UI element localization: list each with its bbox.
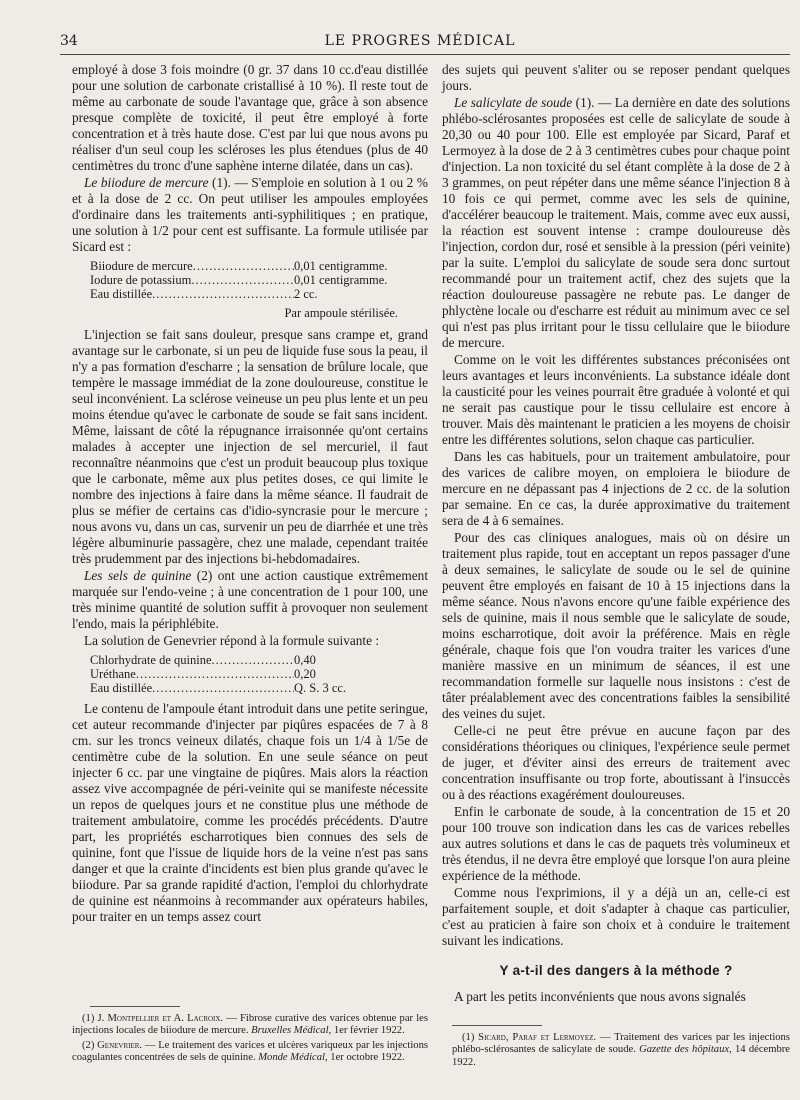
footnote-author: (1) J. Montpellier et A. Lacroix.	[82, 1013, 224, 1024]
footnote	[452, 1032, 790, 1069]
formula-ingredient: Chlorhydrate de quinine	[90, 653, 212, 667]
paragraph: Enfin le carbonate de soude, à la concentration de 15 et 20 pour 100 trouve son indication dans les cas de varices rebelles aux autres solutions et dans le cas de paquets très volumineux et très étendus, il ne devra être employé que lorsque l'on aura pleine expérience de la méthode.	[442, 804, 790, 883]
formula-quantity: 0,40	[294, 653, 316, 667]
paragraph-text: (2) ont une action caustique extrêmement marquée sur l'endo-veine ; à une concentration de 1 pour 100, une très minime quantité de solution suffit à provoquer non seulement l'endo, mais la périphlébite.	[72, 568, 429, 631]
footnote-date: , 1er octobre 1922.	[324, 1052, 405, 1064]
formula-quantity: Q. S. 3 cc.	[294, 681, 347, 695]
paragraph-quinine	[72, 568, 428, 632]
footnote-text: — Le traitement des varices et ulcères variqueux par les injections coagulantes concentrées de sels de quinine.	[72, 1039, 428, 1064]
paragraph: Celle-ci ne peut être prévue en aucune façon par des considérations théoriques ou cliniques, l'expérience seule permet de juger, et d'éviter ainsi des erreurs de traitement avec concentration insuffisante ou trop forte, aboutissant à l'insuccès ou à des réactions exagérément douloureuses.	[442, 723, 790, 802]
leader-dots	[191, 273, 294, 287]
footnote-text: — Fibrose curative des varices obtenue par les injections locales de biiodure de mercure.	[72, 1013, 429, 1037]
section-heading: Y a-t-il des dangers à la méthode ?	[499, 963, 733, 978]
subsection-title: Le salicylate de soude	[454, 95, 573, 110]
paragraph: des sujets qui peuvent s'aliter ou se reposer pendant quelques jours.	[442, 62, 790, 93]
header-rule	[60, 54, 790, 55]
footnotes-left	[72, 1013, 428, 1067]
formula-row	[90, 273, 390, 287]
paragraph: L'injection se fait sans douleur, presque sans crampe et, grand avantage sur le carbonate, si un peu de liquide fuse sous la peau, il n'y a pas formation d'escharre ; la sensation de brûlure locale, que tempère le massage immédiat de la zone douloureuse, constitue le seul inconvénient. La sclérose veineuse un peu plus lente et un peu moins étendue qu'avec le carbonate de soude se fait sans incident. Même, laissant de côté la répugnance irraisonnée qu'ont certains malades à accepter une injection de sel mercuriel, il faut reconnaître néanmoins que c'est un produit beaucoup plus toxique que le carbonate, même aux plus petites doses, ce qui limite le nombre des injections à faire dans la même séance. Il faudrait de plus se méfier de certains cas d'idio-syncrasie pour le mercure ; nous avons vu, dans un cas, survenir un peu de diarrhée et une très légère albuminurie passagère, chez une malade, cependant traitée très prudemment par des injections bi-hebdomadaires.	[72, 327, 428, 566]
formula-ingredient: Biiodure de mercure	[90, 259, 193, 273]
running-header	[60, 33, 780, 53]
paragraph: Comme on le voit les différentes substances préconisées ont leurs avantages et leurs inconvénients. La substance idéale dont la causticité pour les veines pourrait être graduée à volonté et qui ne serait pas caustique pour le tissu cellulaire est encore à trouver. Mais dès maintenant le praticien a les moyens de choisir entre les différentes solutions, selon chaque cas particulier.	[442, 352, 790, 447]
formula-quinine	[90, 653, 390, 695]
journal-title: LE PROGRES MÉDICAL	[324, 33, 516, 49]
formula-biiodure	[90, 259, 390, 301]
formula-quantity: 0,01 centigramme.	[294, 259, 388, 273]
formula-note: Par ampoule stérilisée.	[284, 306, 398, 320]
subsection-title: Le biiodure de mercure	[84, 175, 209, 190]
paragraph: Pour des cas cliniques analogues, mais où on désire un traitement plus rapide, tout en acceptant un repos passager d'une à deux semaines, le salicylate de soude ou le sel de quinine peuvent être employés en faisant de 10 à 15 injections dans la même séance. Nous n'avons encore qu'une faible expérience des sels de quinine, mais il nous semble que le salicylate de soude, moins escharrotique, doit avoir la préférence. Mais en règle générale, chaque fois que l'on voudra traiter les varices d'une manière massive en un minimum de séances, il est une recommandation formelle sur laquelle nous insistons : c'est de tâter préalablement avec des concentrations faibles la sensibilité des veines du sujet.	[442, 530, 790, 721]
formula-row	[90, 653, 390, 667]
subsection-title: Les sels de quinine	[84, 568, 192, 583]
page-number: 34	[60, 33, 78, 49]
formula-quantity: 0,01 centigramme.	[294, 273, 388, 287]
formula-quantity: 2 cc.	[294, 287, 318, 301]
paragraph-biiodure	[72, 175, 428, 255]
paragraph: employé à dose 3 fois moindre (0 gr. 37 dans 10 cc.d'eau distillée pour une solution de carbonate cristallisé à 10 %). Il reste tout de même au carbonate de soude l'avantage que, grâce à son absence presque complète de toxicité, il peut être employé à forte concentration et à très haute dose. C'est par lui que nous avons pu réaliser d'un seul coup les scléroses les plus étendues (plus de 40 centimètres du tronc d'une saphène interne dilatée, dans un cas).	[72, 62, 428, 173]
formula-ingredient: Uréthane	[90, 667, 136, 681]
paragraph: Dans les cas habituels, pour un traitement ambulatoire, pour des varices de calibre moyen, on emploiera le biiodure de mercure en ne dépassant pas 4 injections de 2 cc. de la solution par semaine. En ce cas, la durée approximative du traitement sera de 4 à 6 semaines.	[442, 449, 790, 528]
leader-dots	[212, 653, 295, 667]
formula-quantity: 0,20	[294, 667, 316, 681]
paragraph-text: (1). — La dernière en date des solutions phlébo-sclérosantes proposées est celle de salicylate de soude à 20,30 ou 40 pour 100. Elle est employée par Sicard, Paraf et Lermoyez à la dose de 2 à 3 centimètres cubes pour chaque point d'injection. La non toxicité du sel étant complète à la dose de 2 à 3 grammes, on peut répéter dans une même séance l'injection 8 à 10 fois ce qui permet, comme avec les sels de quinine, d'accélérer beaucoup le traitement. Mais, comme avec eux aussi, la réaction est souvent intense : crampe douloureuse dès l'injection, cordon dur, rosé et sensible à la pression (péri veinite) par la suite. L'emploi du salicylate de soude sera donc surtout recommandé pour un traitement actif, chez des sujets que la réaction douloureuse passagère ne rebute pas. Le danger de phlyctène locale ou d'escharre est réduit au minimum avec ce sel qui n'est pas plus irritant pour le tissu cellulaire que le biiodure de mercure.	[442, 95, 791, 350]
footnotes-right	[452, 1032, 790, 1071]
formula-ingredient: Iodure de potassium	[90, 273, 192, 287]
leader-dots	[152, 287, 294, 301]
footnote-source: Monde Médical	[258, 1052, 325, 1064]
paragraph-salicylate	[442, 95, 790, 351]
footnote-rule	[90, 1006, 180, 1007]
footnote-date: , 14 décembre 1922.	[452, 1044, 790, 1068]
footnote	[72, 1013, 428, 1038]
footnote	[72, 1040, 428, 1065]
leader-dots	[136, 667, 294, 681]
footnote-rule	[452, 1025, 542, 1026]
footnote-author: (2) Genevrier.	[82, 1039, 143, 1051]
paragraph: La solution de Genevrier répond à la formule suivante :	[84, 633, 380, 648]
formula-row	[90, 667, 390, 681]
paragraph-text: (1). — S'emploie en solution à 1 ou 2 % et à la dose de 2 cc. On peut utiliser les ampoules employées d'ordinaire dans les traitements anti-syphilitiques ; en pratique, une solution à 1/2 pour cent est suffisante. La formule utilisée par Sicard est :	[72, 175, 428, 254]
paragraph: A part les petits inconvénients que nous avons signalés	[454, 989, 746, 1004]
footnote-date: , 1er février 1922.	[328, 1025, 405, 1037]
paragraph: Le contenu de l'ampoule étant introduit dans une petite seringue, cet auteur recommande d'injecter par piqûres espacées de 7 à 8 cm. sur les troncs veineux dilatés, chaque fois un 1/4 à 1/5e de centimètre cube de la solution. En une seule séance on peut injecter 6 cc. par une vingtaine de piqûres. Mais alors la réaction assez vive accompagnée de péri-veinite qui se manifeste nécessite un repos de quelques jours et ne constitue plus une méthode de traitement ambulatoire, comme les procédés précédents. D'autre part, les propriétés escharrotiques bien connues des sels de quinine, font que l'issue de liquide hors de la veine n'est pas sans danger et que la crainte d'incidents est bien plus grande qu'avec le biiodure. Par sa grande rapidité d'action, l'emploi du chlorhydrate de quinine est néanmoins à recommander aux opérateurs habiles, pour traiter en un temps assez court	[72, 701, 428, 924]
leader-dots	[152, 681, 294, 695]
leader-dots	[193, 259, 294, 273]
formula-row	[90, 259, 390, 273]
footnote-text: — Traitement des varices par les injections phlébo-sclérosantes de salicylate de soude.	[452, 1032, 790, 1056]
formula-ingredient: Eau distillée	[90, 681, 153, 695]
formula-ingredient: Eau distillée	[90, 287, 153, 301]
footnote-source: Bruxelles Médical	[251, 1025, 329, 1037]
right-column	[442, 62, 790, 1005]
footnote-author: (1) Sicard, Paraf et Lermoyez.	[462, 1032, 597, 1043]
formula-row	[90, 287, 390, 301]
left-column	[72, 62, 428, 925]
paragraph: Comme nous l'exprimions, il y a déjà un an, celle-ci est parfaitement souple, et doit s'adapter à chaque cas particulier, c'est au praticien à faire son choix et à conduire le traitement suivant les indications.	[442, 885, 790, 948]
footnote-source: Gazette des hôpitaux	[639, 1044, 730, 1056]
formula-row	[90, 681, 390, 695]
